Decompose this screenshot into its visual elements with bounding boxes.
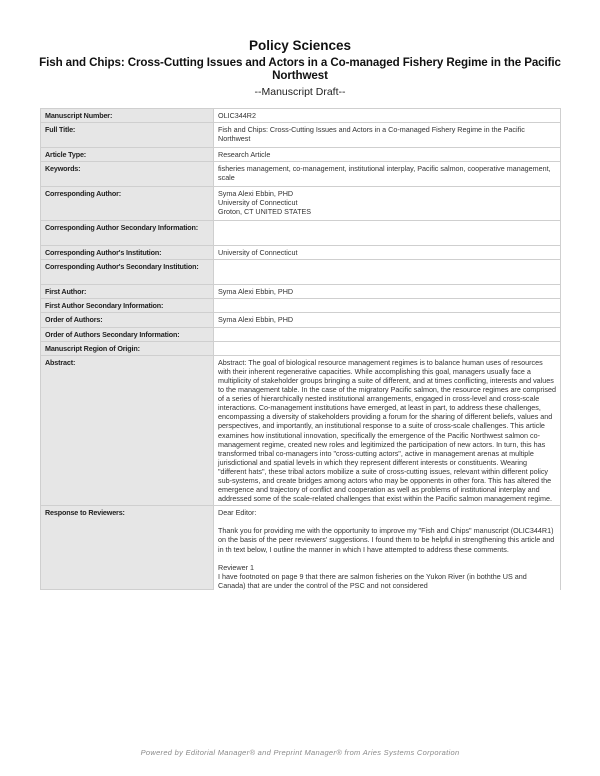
row-region-of-origin bbox=[41, 341, 561, 355]
field-label: Article Type: bbox=[41, 148, 214, 162]
response-text bbox=[214, 506, 561, 590]
row-corresponding-author-secondary bbox=[41, 221, 561, 246]
row-keywords bbox=[41, 162, 561, 187]
row-full-title bbox=[41, 123, 561, 148]
field-value bbox=[214, 260, 561, 285]
field-label: Corresponding Author's Secondary Institution: bbox=[41, 260, 214, 285]
field-label: Order of Authors: bbox=[41, 313, 214, 327]
field-value: Fish and Chips: Cross-Cutting Issues and Actors in a Co-managed Fishery Regime in the Pacific Northwest bbox=[214, 123, 561, 148]
row-manuscript-number bbox=[41, 109, 561, 123]
row-order-of-authors-secondary bbox=[41, 327, 561, 341]
manuscript-title: Fish and Chips: Cross-Cutting Issues and Actors in a Co-managed Fishery Regime in the Pacific Northwest bbox=[39, 56, 561, 82]
field-value bbox=[214, 327, 561, 341]
row-corresponding-author-institution bbox=[41, 246, 561, 260]
row-corresponding-author-secondary-institution bbox=[41, 260, 561, 285]
field-value: OLIC344R2 bbox=[214, 109, 561, 123]
field-label: Corresponding Author: bbox=[41, 187, 214, 221]
field-value: University of Connecticut bbox=[214, 246, 561, 260]
field-label: Abstract: bbox=[41, 355, 214, 506]
field-label: Manuscript Region of Origin: bbox=[41, 341, 214, 355]
response-paragraph: Thank you for providing me with the opportunity to improve my "Fish and Chips" manuscript (OLIC344R1) on the basis of the peer reviewers' suggestions. I found them to be helpful in strengthening this article and in th text below, I outline the manner in which I have attempted to address these comments. bbox=[218, 526, 555, 554]
row-abstract bbox=[41, 355, 561, 506]
field-value: Syma Alexi Ebbin, PHD bbox=[214, 285, 561, 299]
row-order-of-authors bbox=[41, 313, 561, 327]
page-footer: Powered by Editorial Manager® and Preprint Manager® from Aries Systems Corporation bbox=[140, 748, 460, 757]
field-value bbox=[214, 341, 561, 355]
field-value bbox=[214, 221, 561, 246]
abstract-text: Abstract: The goal of biological resource management regimes is to balance human uses of resources with their inherent regenerative capacities. While accomplishing this goal, managers usually face a multiplicity of stakeholder groups bringing a suite of different, and at times conflicting, interests and values to the management table. In the case of the migratory Pacific salmon, the resource regimes are comprised of a series of hierarchically nested institutional arrangements, engaged in cross-level and cross-scale interactions. Co-management institutions have emerged, at least in part, to address these challenges, encompassing a diversity of stakeholders providing a forum for the sharing of different beliefs, values and perspectives, and importantly, an institutional response to a suite of cross-scale challenges. This article examines how institutional innovation, specifically the emergence of the Pacific Northwest salmon co-management regime, created new roles and legitimized the participation of new actors. In turn, this has transformed tribal co-managers into "cross-cutting actors", active in management arenas at multiple jurisdictional and spatial levels in which they represent different interests or constituents. Wearing "different hats", these tribal actors mobilize a suite of cross-cutting issues, relevant within different policy sub-systems, and create bridges among actors who may be opponents in other fora. This has altered the emergence and trajectory of conflict and cooperation as well as problems of institutional interplay and addressed some of the scale-related challenges that exist within the Pacific salmon management regime. bbox=[214, 355, 561, 506]
journal-name: Policy Sciences bbox=[248, 38, 352, 53]
response-greeting: Dear Editor: bbox=[218, 508, 257, 518]
field-label: Response to Reviewers: bbox=[41, 506, 214, 590]
row-first-author-secondary bbox=[41, 299, 561, 313]
manuscript-metadata-table bbox=[40, 108, 561, 590]
field-label: Keywords: bbox=[41, 162, 214, 187]
field-label: Corresponding Author's Institution: bbox=[41, 246, 214, 260]
row-response-to-reviewers bbox=[41, 506, 561, 590]
row-article-type bbox=[41, 148, 561, 162]
field-label: Full Title: bbox=[41, 123, 214, 148]
field-label: Order of Authors Secondary Information: bbox=[41, 327, 214, 341]
field-label: Corresponding Author Secondary Information: bbox=[41, 221, 214, 246]
reviewer-heading: Reviewer 1 bbox=[218, 562, 254, 572]
field-value bbox=[214, 299, 561, 313]
author-address: Syma Alexi Ebbin, PHD University of Connecticut Groton, CT UNITED STATES bbox=[218, 189, 312, 217]
response-paragraph: I have footnoted on page 9 that there are salmon fisheries on the Yukon River (in boththe US and Canada) that are under the control of the PSC and not considered bbox=[218, 571, 527, 590]
field-value: fisheries management, co-management, institutional interplay, Pacific salmon, cooperative management, scale bbox=[214, 162, 561, 187]
field-label: First Author: bbox=[41, 285, 214, 299]
field-label: Manuscript Number: bbox=[41, 109, 214, 123]
field-label: First Author Secondary Information: bbox=[41, 299, 214, 313]
row-first-author bbox=[41, 285, 561, 299]
draft-label: --Manuscript Draft-- bbox=[254, 86, 346, 98]
row-corresponding-author bbox=[41, 187, 561, 221]
field-value: Research Article bbox=[214, 148, 561, 162]
field-value bbox=[214, 187, 561, 221]
field-value: Syma Alexi Ebbin, PHD bbox=[214, 313, 561, 327]
